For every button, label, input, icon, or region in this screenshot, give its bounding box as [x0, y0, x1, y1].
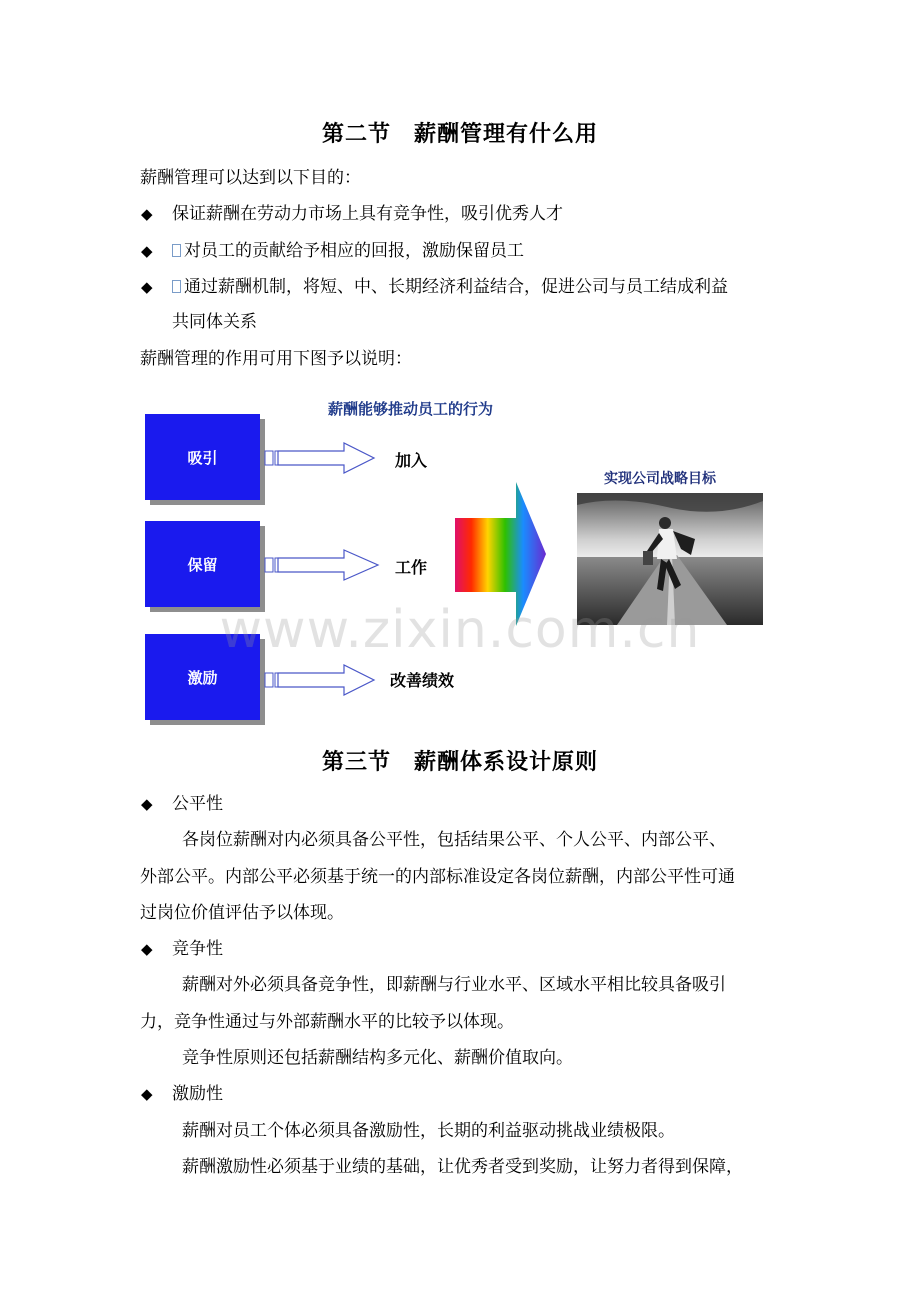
paragraph-line: 外部公平。内部公平必须基于统一的内部标准设定各岗位薪酬，内部公平性可通	[140, 867, 735, 887]
arrow-right-icon	[262, 547, 382, 587]
principle-heading: 公平性	[172, 794, 223, 814]
bullet-text: 保证薪酬在劳动力市场上具有竞争性，吸引优秀人才	[172, 204, 563, 224]
retain-label: 保留	[187, 555, 218, 574]
attract-box	[145, 414, 260, 500]
paragraph-line: 薪酬对员工个体必须具备激励性，长期的利益驱动挑战业绩极限。	[182, 1121, 675, 1141]
bullet-item	[172, 239, 524, 263]
goal-title: 实现公司战略目标	[604, 471, 716, 487]
paragraph-line: 薪酬激励性必须基于业绩的基础，让优秀者受到奖励，让努力者得到保障，	[182, 1157, 743, 1177]
outcome-join: 加入	[395, 451, 428, 470]
outcome-work: 工作	[395, 558, 428, 577]
bullet-diamond-icon: ◆	[141, 795, 153, 813]
bullet-text: 对员工的贡献给予相应的回报，激励保留员工	[184, 241, 524, 261]
principle-heading: 激励性	[172, 1084, 223, 1104]
arrow-right-icon	[262, 440, 382, 480]
diagram-intro-text: 薪酬管理的作用可用下图予以说明：	[140, 349, 412, 369]
bullet-diamond-icon: ◆	[141, 205, 153, 223]
paragraph-line: 竞争性原则还包括薪酬结构多元化、薪酬价值取向。	[182, 1048, 573, 1068]
principle-heading: 竞争性	[172, 939, 223, 959]
bullet-diamond-icon: ◆	[141, 278, 153, 296]
bullet-diamond-icon: ◆	[141, 1085, 153, 1103]
intro-text: 薪酬管理可以达到以下目的：	[140, 168, 361, 188]
section-title: 第三节 薪酬体系设计原则	[321, 750, 598, 775]
motivate-label: 激励	[187, 668, 218, 687]
bullet-diamond-icon: ◆	[141, 242, 153, 260]
bullet-item	[172, 275, 728, 299]
attract-label: 吸引	[187, 448, 218, 467]
missing-glyph-icon	[172, 244, 181, 257]
paragraph-line: 薪酬对外必须具备竞争性，即薪酬与行业水平、区域水平相比较具备吸引	[182, 975, 726, 995]
bullet-text: 通过薪酬机制，将短、中、长期经济利益结合，促进公司与员工结成利益	[184, 277, 728, 297]
paragraph-line: 各岗位薪酬对内必须具备公平性，包括结果公平、个人公平、内部公平、	[182, 830, 726, 850]
watermark: www.zixin.com.cn	[219, 600, 701, 660]
bullet-text-continued: 共同体关系	[172, 312, 257, 332]
diagram-title: 薪酬能够推动员工的行为	[328, 400, 494, 418]
retain-box	[145, 521, 260, 607]
paragraph-line: 力，竞争性通过与外部薪酬水平的比较予以体现。	[140, 1012, 514, 1032]
arrow-right-icon	[262, 662, 382, 702]
outcome-performance: 改善绩效	[390, 671, 455, 690]
bullet-diamond-icon: ◆	[141, 940, 153, 958]
section-title: 第二节 薪酬管理有什么用	[321, 122, 598, 147]
missing-glyph-icon	[172, 280, 181, 293]
paragraph-line: 过岗位价值评估予以体现。	[140, 903, 344, 923]
